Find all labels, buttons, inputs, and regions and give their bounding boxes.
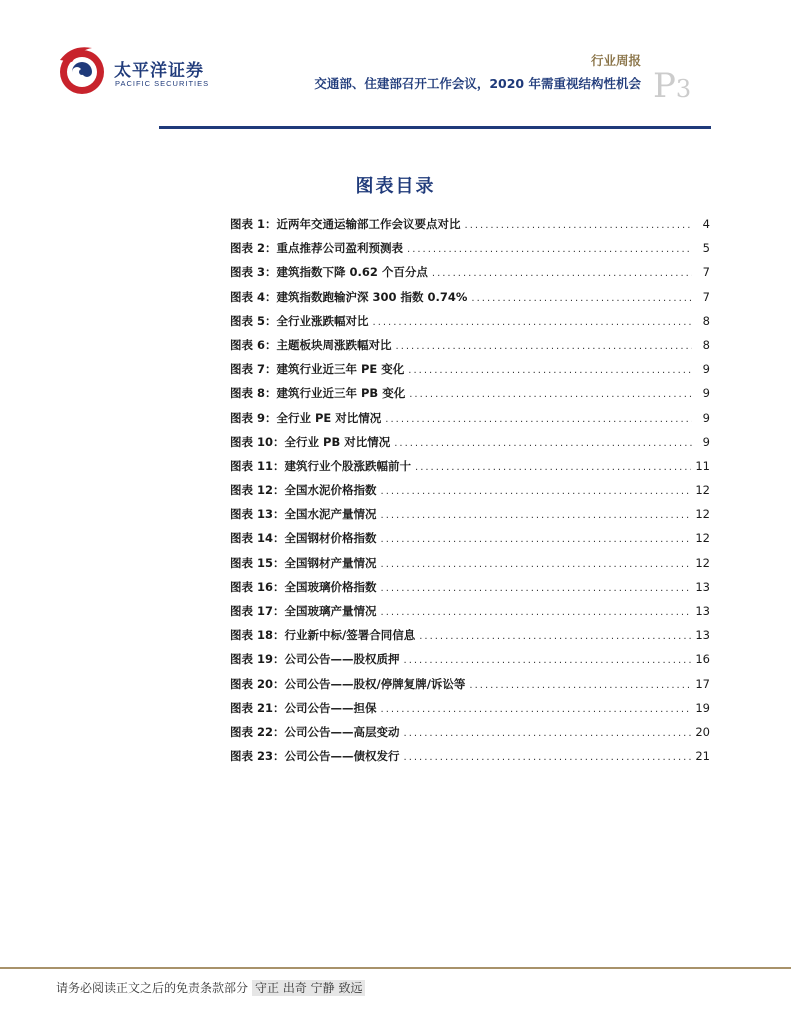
toc-entry-page[interactable]: 8 — [702, 313, 710, 328]
toc-entry-label[interactable]: 图表 18：行业新中标/签署合同信息 — [230, 628, 416, 643]
header-divider — [159, 126, 711, 129]
toc-leader-dots — [373, 317, 692, 328]
toc-leader-dots — [408, 365, 692, 376]
toc-heading: 图表目录 — [355, 176, 436, 197]
toc-leader-dots — [471, 293, 692, 304]
toc-entry-page[interactable]: 13 — [695, 628, 710, 643]
toc-entry-label[interactable]: 图表 10：全行业 PB 对比情况 — [230, 434, 391, 449]
footer-disclaimer: 请务必阅读正文之后的免责条款部分 — [56, 981, 249, 995]
toc-entry-label[interactable]: 图表 1：近两年交通运输部工作会议要点对比 — [230, 217, 461, 231]
toc-leader-dots — [432, 268, 692, 279]
footer-divider — [0, 967, 791, 969]
toc-leader-dots — [465, 220, 692, 231]
toc-entry-label[interactable]: 图表 20：公司公告——股权/停牌复牌/诉讼等 — [230, 676, 466, 691]
toc-leader-dots — [404, 728, 692, 739]
toc-entry-label[interactable]: 图表 7：建筑行业近三年 PE 变化 — [230, 362, 405, 377]
toc-entry-label[interactable]: 图表 19：公司公告——股权质押 — [230, 652, 400, 667]
toc-entry[interactable] — [230, 627, 710, 651]
toc-leader-dots — [394, 438, 692, 449]
toc-entry-page[interactable]: 13 — [695, 579, 710, 594]
footer — [56, 979, 365, 996]
toc-entry-page[interactable]: 11 — [695, 458, 710, 473]
toc-entry-label[interactable]: 图表 22：公司公告——高层变动 — [230, 724, 400, 739]
toc-leader-dots — [381, 607, 692, 618]
toc-entry-label[interactable]: 图表 17：全国玻璃产量情况 — [230, 604, 377, 618]
toc-entry[interactable] — [230, 216, 710, 240]
toc-entry-page[interactable]: 12 — [695, 531, 710, 546]
toc-leader-dots — [419, 631, 691, 642]
toc-entry[interactable] — [230, 506, 710, 530]
toc-entry[interactable] — [230, 385, 710, 409]
toc-entry-label[interactable]: 图表 4：建筑指数跑输沪深 300 指数 0.74% — [230, 289, 468, 304]
toc-entry-label[interactable]: 图表 6：主题板块周涨跌幅对比 — [230, 337, 392, 352]
toc-entry[interactable] — [230, 603, 710, 627]
page-letter: P — [653, 66, 676, 106]
toc-entry-label[interactable]: 图表 3：建筑指数下降 0.62 个百分点 — [230, 265, 428, 280]
toc-entry-page[interactable]: 7 — [702, 265, 710, 280]
toc-leader-dots — [409, 389, 692, 400]
toc-entry-page[interactable]: 17 — [695, 676, 710, 691]
toc-entry[interactable] — [230, 724, 710, 748]
toc-entry[interactable] — [230, 410, 710, 434]
toc-entry-page[interactable]: 9 — [702, 362, 710, 377]
toc-entry[interactable] — [230, 530, 710, 554]
toc-entry[interactable] — [230, 748, 710, 772]
toc-entry-page[interactable]: 4 — [702, 217, 710, 231]
toc-entry-page[interactable]: 7 — [702, 289, 710, 304]
toc-entry-label[interactable]: 图表 9：全行业 PE 对比情况 — [230, 410, 382, 425]
page-number: 3 — [675, 75, 692, 103]
toc-entry-page[interactable]: 12 — [695, 507, 710, 522]
toc-entry-label[interactable]: 图表 5：全行业涨跌幅对比 — [230, 313, 369, 328]
toc-entry-label[interactable]: 图表 12：全国水泥价格指数 — [230, 483, 377, 498]
toc-entry-page[interactable]: 13 — [695, 604, 710, 618]
toc-leader-dots — [396, 341, 692, 352]
toc-entry-page[interactable]: 21 — [695, 749, 710, 764]
toc-entry-label[interactable]: 图表 2：重点推荐公司盈利预测表 — [230, 241, 404, 256]
toc-entry-page[interactable]: 9 — [702, 386, 710, 401]
toc-entry-label[interactable]: 图表 23：公司公告——债权发行 — [230, 749, 400, 764]
toc-entry[interactable] — [230, 434, 710, 458]
toc-entry-label[interactable]: 图表 16：全国玻璃价格指数 — [230, 579, 377, 594]
toc-entry-page[interactable]: 20 — [695, 724, 710, 739]
logo-text-cn: 太平洋证券 — [114, 61, 204, 81]
logo-text-en: PACIFIC SECURITIES — [115, 79, 210, 88]
toc-entry-page[interactable]: 5 — [702, 241, 710, 256]
report-title: 交通部、住建部召开工作会议，2020 年需重视结构性机会 — [314, 76, 641, 91]
company-logo — [52, 40, 212, 100]
toc-entry-label[interactable]: 图表 21：公司公告——担保 — [230, 700, 377, 715]
toc-leader-dots — [404, 752, 692, 763]
footer-motto: 守正 出奇 宁静 致远 — [252, 980, 365, 996]
pacific-securities-logo-icon — [52, 40, 112, 100]
toc-leader-dots — [469, 680, 691, 691]
toc-leader-dots — [404, 655, 692, 666]
toc-entry-page[interactable]: 12 — [695, 555, 710, 570]
toc-entry[interactable] — [230, 458, 710, 482]
toc-entry-page[interactable]: 16 — [695, 652, 710, 667]
toc-entry-label[interactable]: 图表 11：建筑行业个股涨跌幅前十 — [230, 458, 412, 473]
toc-leader-dots — [381, 510, 692, 521]
toc-entry[interactable] — [230, 482, 710, 506]
toc-entry[interactable] — [230, 313, 710, 337]
toc-entry[interactable] — [230, 579, 710, 603]
toc-entry[interactable] — [230, 676, 710, 700]
toc-leader-dots — [381, 559, 692, 570]
report-type: 行业周报 — [590, 53, 641, 68]
toc-leader-dots — [381, 583, 692, 594]
toc-entry[interactable] — [230, 700, 710, 724]
toc-leader-dots — [381, 704, 692, 715]
toc-entry[interactable] — [230, 555, 710, 579]
toc-entry-label[interactable]: 图表 14：全国钢材价格指数 — [230, 531, 377, 546]
toc-entry[interactable] — [230, 240, 710, 264]
toc-entry[interactable] — [230, 337, 710, 361]
toc-entry[interactable] — [230, 264, 710, 288]
toc-entry-label[interactable]: 图表 15：全国钢材产量情况 — [230, 555, 377, 570]
toc-entry-page[interactable]: 19 — [695, 700, 710, 715]
toc-entry-page[interactable]: 9 — [702, 410, 710, 425]
toc-leader-dots — [415, 462, 691, 473]
toc-entry[interactable] — [230, 289, 710, 313]
toc-leader-dots — [381, 534, 692, 545]
page-number-mark — [653, 66, 691, 106]
table-of-figures — [230, 216, 710, 772]
toc-entry[interactable] — [230, 361, 710, 385]
toc-entry-page[interactable]: 9 — [702, 434, 710, 449]
toc-entry-label[interactable]: 图表 13：全国水泥产量情况 — [230, 507, 377, 522]
toc-leader-dots — [385, 414, 692, 425]
toc-leader-dots — [407, 244, 692, 255]
toc-entry[interactable] — [230, 651, 710, 675]
toc-entry-page[interactable]: 12 — [695, 483, 710, 498]
toc-leader-dots — [381, 486, 692, 497]
toc-entry-label[interactable]: 图表 8：建筑行业近三年 PB 变化 — [230, 386, 406, 401]
toc-entry-page[interactable]: 8 — [702, 337, 710, 352]
